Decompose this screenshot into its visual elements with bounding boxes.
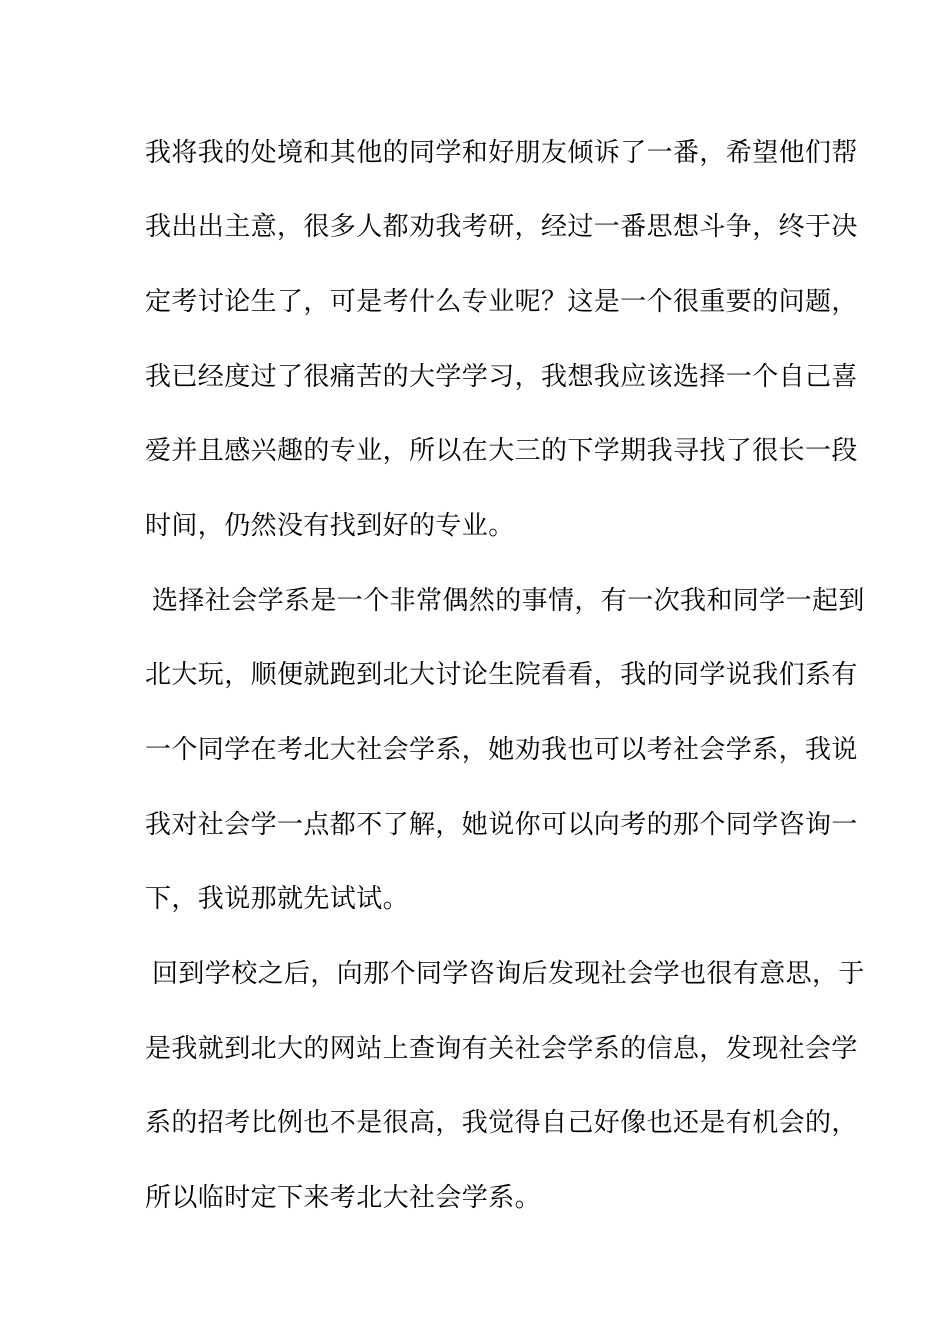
- text-line: 所以临时定下来考北大社会学系。: [145, 1183, 542, 1213]
- text-line: 回到学校之后，向那个同学咨询后发现社会学也很有意思，于: [152, 959, 865, 989]
- text-line: 爱并且感兴趣的专业，所以在大三的下学期我寻找了很长一段: [145, 436, 858, 466]
- text-line: 我对社会学一点都不了解，她说你可以向考的那个同学咨询一: [145, 810, 858, 840]
- text-line: 北大玩，顺便就跑到北大讨论生院看看，我的同学说我们系有: [145, 660, 858, 690]
- text-line: 我已经度过了很痛苦的大学学习，我想我应该选择一个自己喜: [145, 362, 858, 392]
- text-line: 我出出主意，很多人都劝我考研，经过一番思想斗争，终于决: [145, 212, 858, 242]
- text-line: 我将我的处境和其他的同学和好朋友倾诉了一番，希望他们帮: [145, 138, 858, 168]
- text-line: 时间，仍然没有找到好的专业。: [145, 511, 515, 541]
- text-line: 是我就到北大的网站上查询有关社会学系的信息，发现社会学: [145, 1034, 858, 1064]
- text-line: 下，我说那就先试试。: [145, 884, 410, 914]
- text-line: 系的招考比例也不是很高，我觉得自己好像也还是有机会的，: [145, 1108, 858, 1138]
- text-line: 定考讨论生了，可是考什么专业呢？这是一个很重要的问题，: [145, 287, 858, 317]
- text-line: 选择社会学系是一个非常偶然的事情，有一次我和同学一起到: [152, 586, 865, 616]
- text-line: 一个同学在考北大社会学系，她劝我也可以考社会学系，我说: [145, 735, 858, 765]
